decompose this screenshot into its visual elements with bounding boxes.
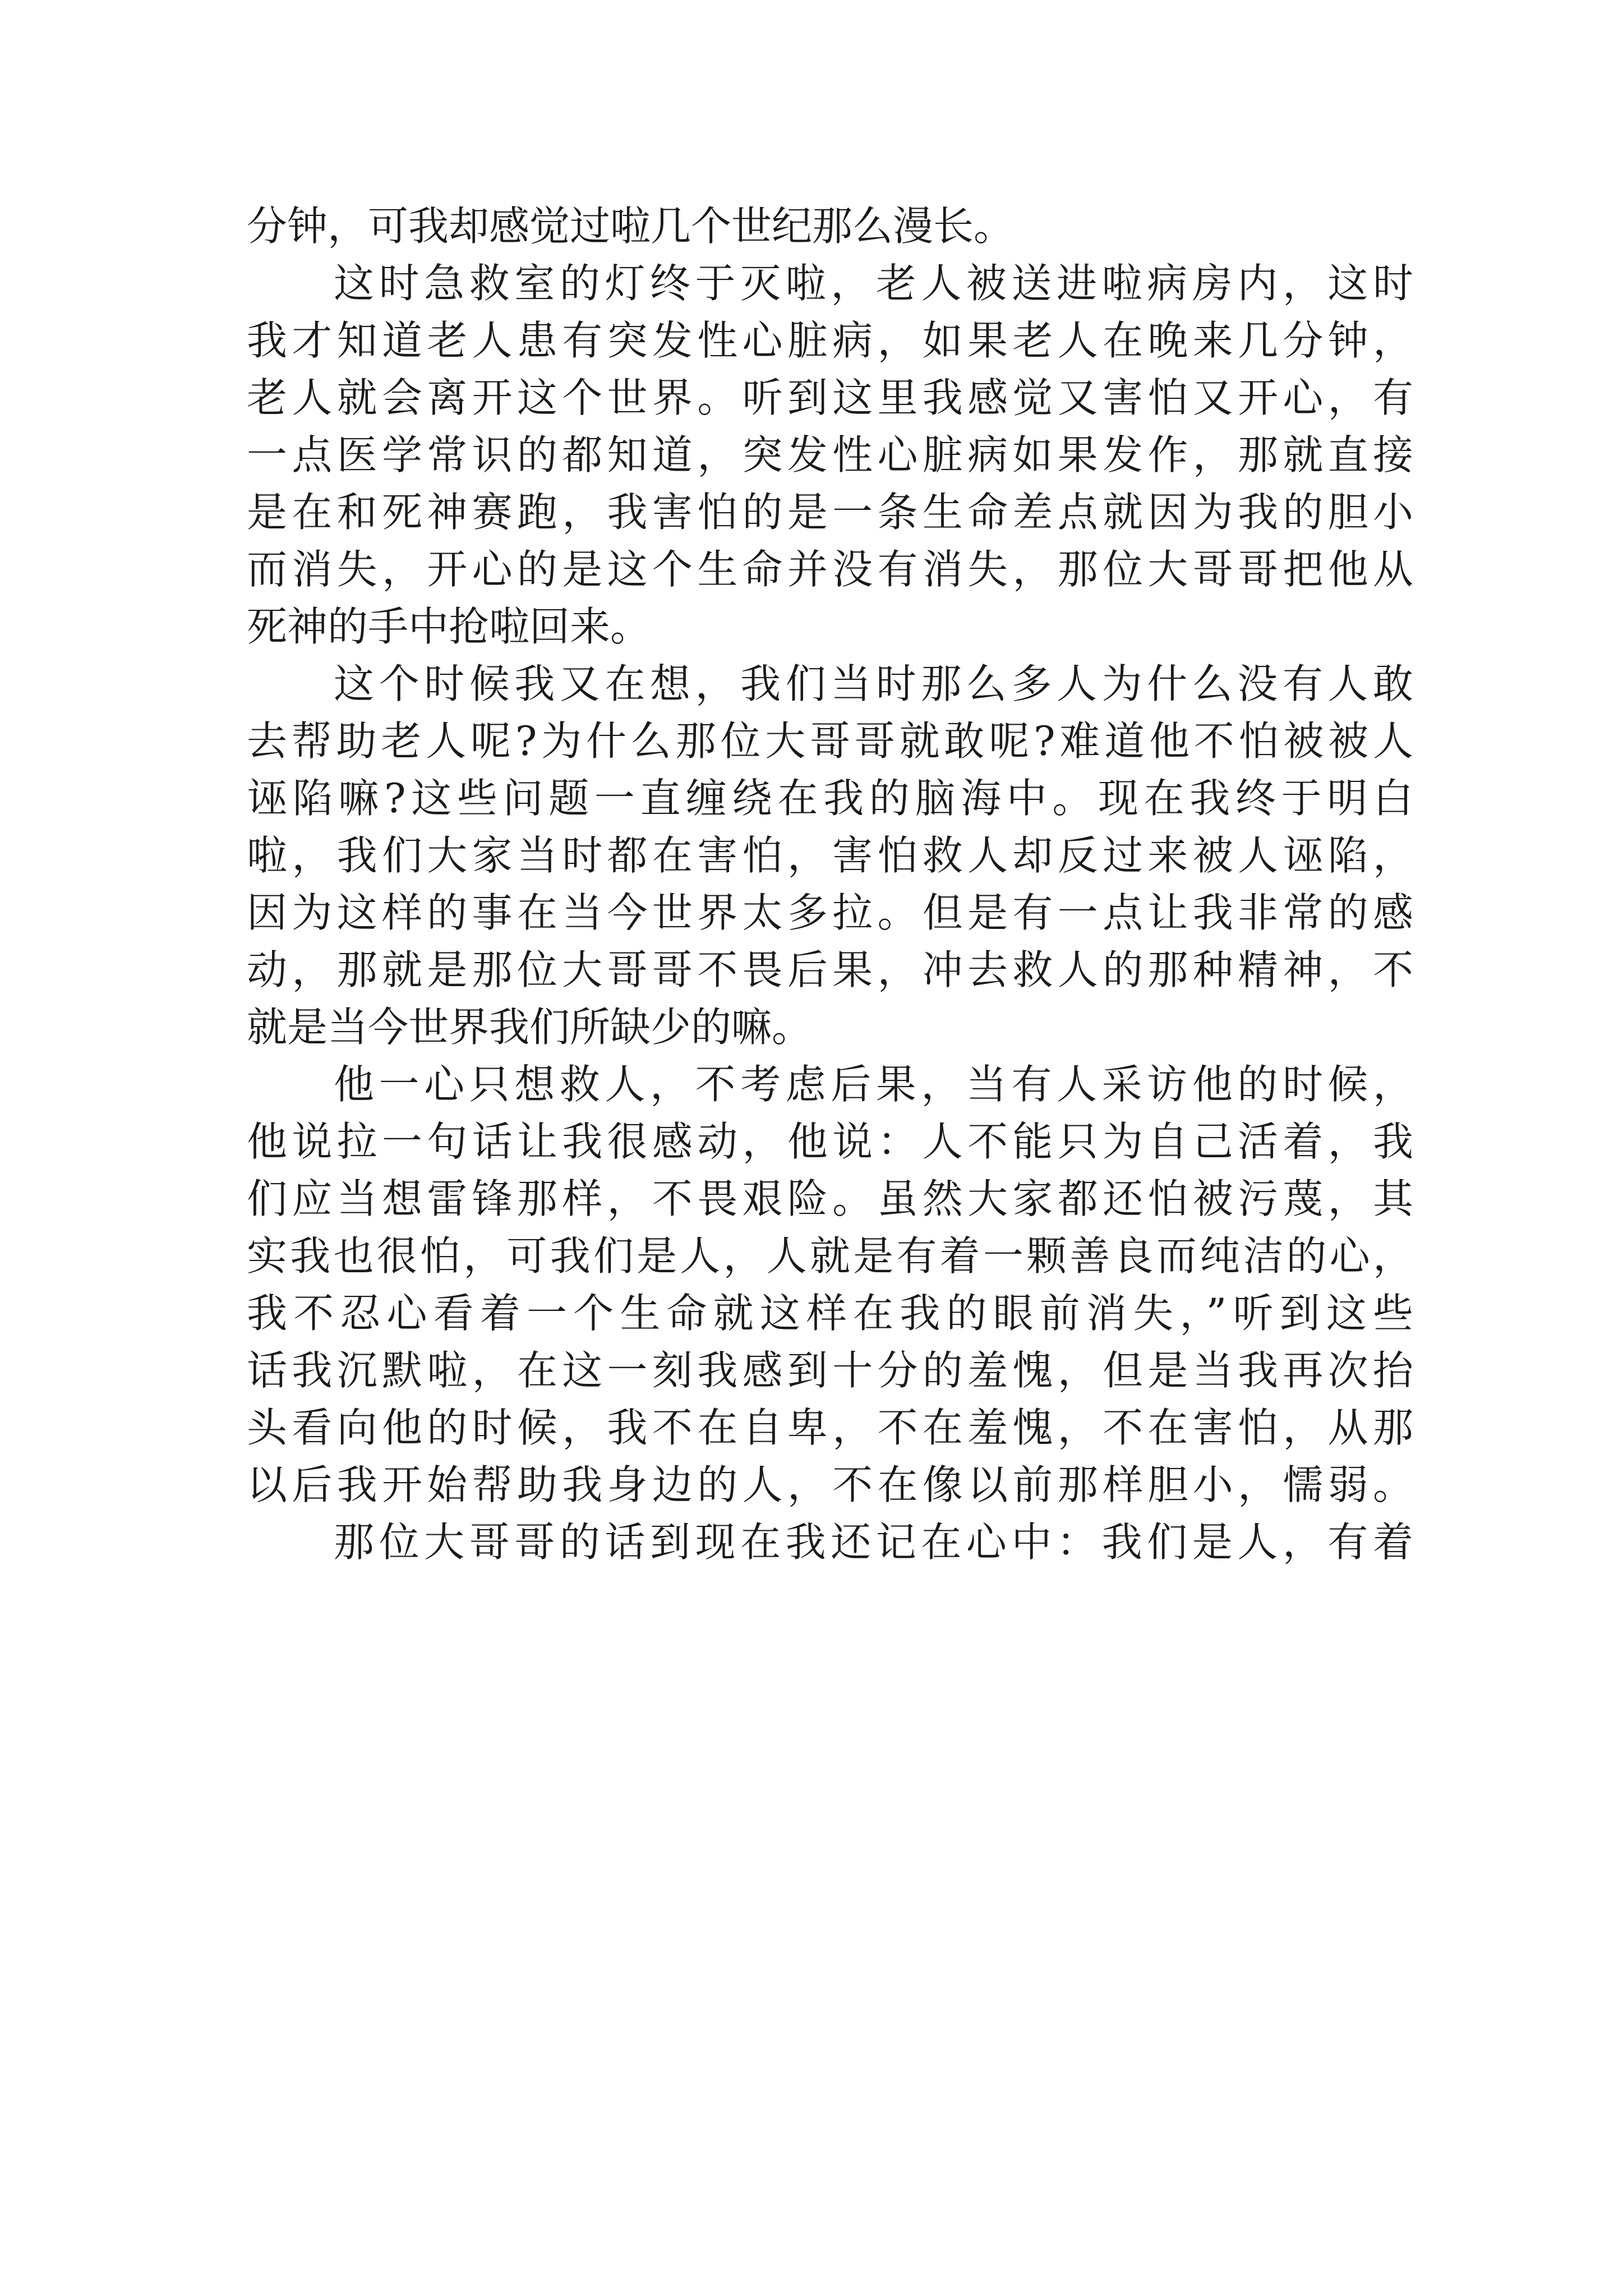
text-line: 诬陷嘛?这些问题一直缠绕在我的脑海中。现在我终于明白 <box>247 775 1413 822</box>
text-line: 啦，我们大家当时都在害怕，害怕救人却反过来被人诬陷， <box>247 832 1413 879</box>
text-line: 我才知道老人患有突发性心脏病，如果老人在晚来几分钟， <box>247 317 1413 364</box>
text-line: 这个时候我又在想，我们当时那么多人为什么没有人敢 <box>334 660 1413 707</box>
text-line: 一点医学常识的都知道，突发性心脏病如果发作，那就直接 <box>247 431 1413 478</box>
text-line: 去帮助老人呢?为什么那位大哥哥就敢呢?难道他不怕被被人 <box>247 717 1413 765</box>
text-line: 实我也很怕，可我们是人，人就是有着一颗善良而纯洁的心， <box>247 1232 1413 1280</box>
text-line: 们应当想雷锋那样，不畏艰险。虽然大家都还怕被污蔑，其 <box>247 1175 1413 1222</box>
text-line: 头看向他的时候，我不在自卑，不在羞愧，不在害怕，从那 <box>247 1404 1413 1451</box>
text-line: 就是当今世界我们所缺少的嘛。 <box>247 1004 813 1051</box>
text-line: 是在和死神赛跑，我害怕的是一条生命差点就因为我的胆小 <box>247 489 1413 536</box>
text-line: 而消失，开心的是这个生命并没有消失，那位大哥哥把他从 <box>247 546 1413 593</box>
text-line: 以后我开始帮助我身边的人，不在像以前那样胆小，懦弱。 <box>247 1461 1413 1508</box>
text-line: 动，那就是那位大哥哥不畏后果，冲去救人的那种精神，不 <box>247 946 1413 993</box>
text-line: 我不忍心看着一个生命就这样在我的眼前消失，”听到这些 <box>247 1290 1413 1337</box>
text-line: 这时急救室的灯终于灭啦，老人被送进啦病房内，这时 <box>334 260 1413 307</box>
text-line: 分钟，可我却感觉过啦几个世纪那么漫长。 <box>247 203 1015 250</box>
document-body <box>247 197 1413 1571</box>
text-line: 老人就会离开这个世界。听到这里我感觉又害怕又开心，有 <box>247 374 1413 421</box>
text-line: 那位大哥哥的话到现在我还记在心中：我们是人，有着 <box>334 1519 1413 1566</box>
text-line: 因为这样的事在当今世界太多拉。但是有一点让我非常的感 <box>247 889 1413 936</box>
text-line: 他一心只想救人，不考虑后果，当有人采访他的时候， <box>334 1061 1413 1108</box>
text-line: 死神的手中抢啦回来。 <box>247 603 651 650</box>
text-line: 话我沉默啦，在这一刻我感到十分的羞愧，但是当我再次抬 <box>247 1347 1413 1394</box>
text-line: 他说拉一句话让我很感动，他说：人不能只为自己活着，我 <box>247 1118 1413 1165</box>
